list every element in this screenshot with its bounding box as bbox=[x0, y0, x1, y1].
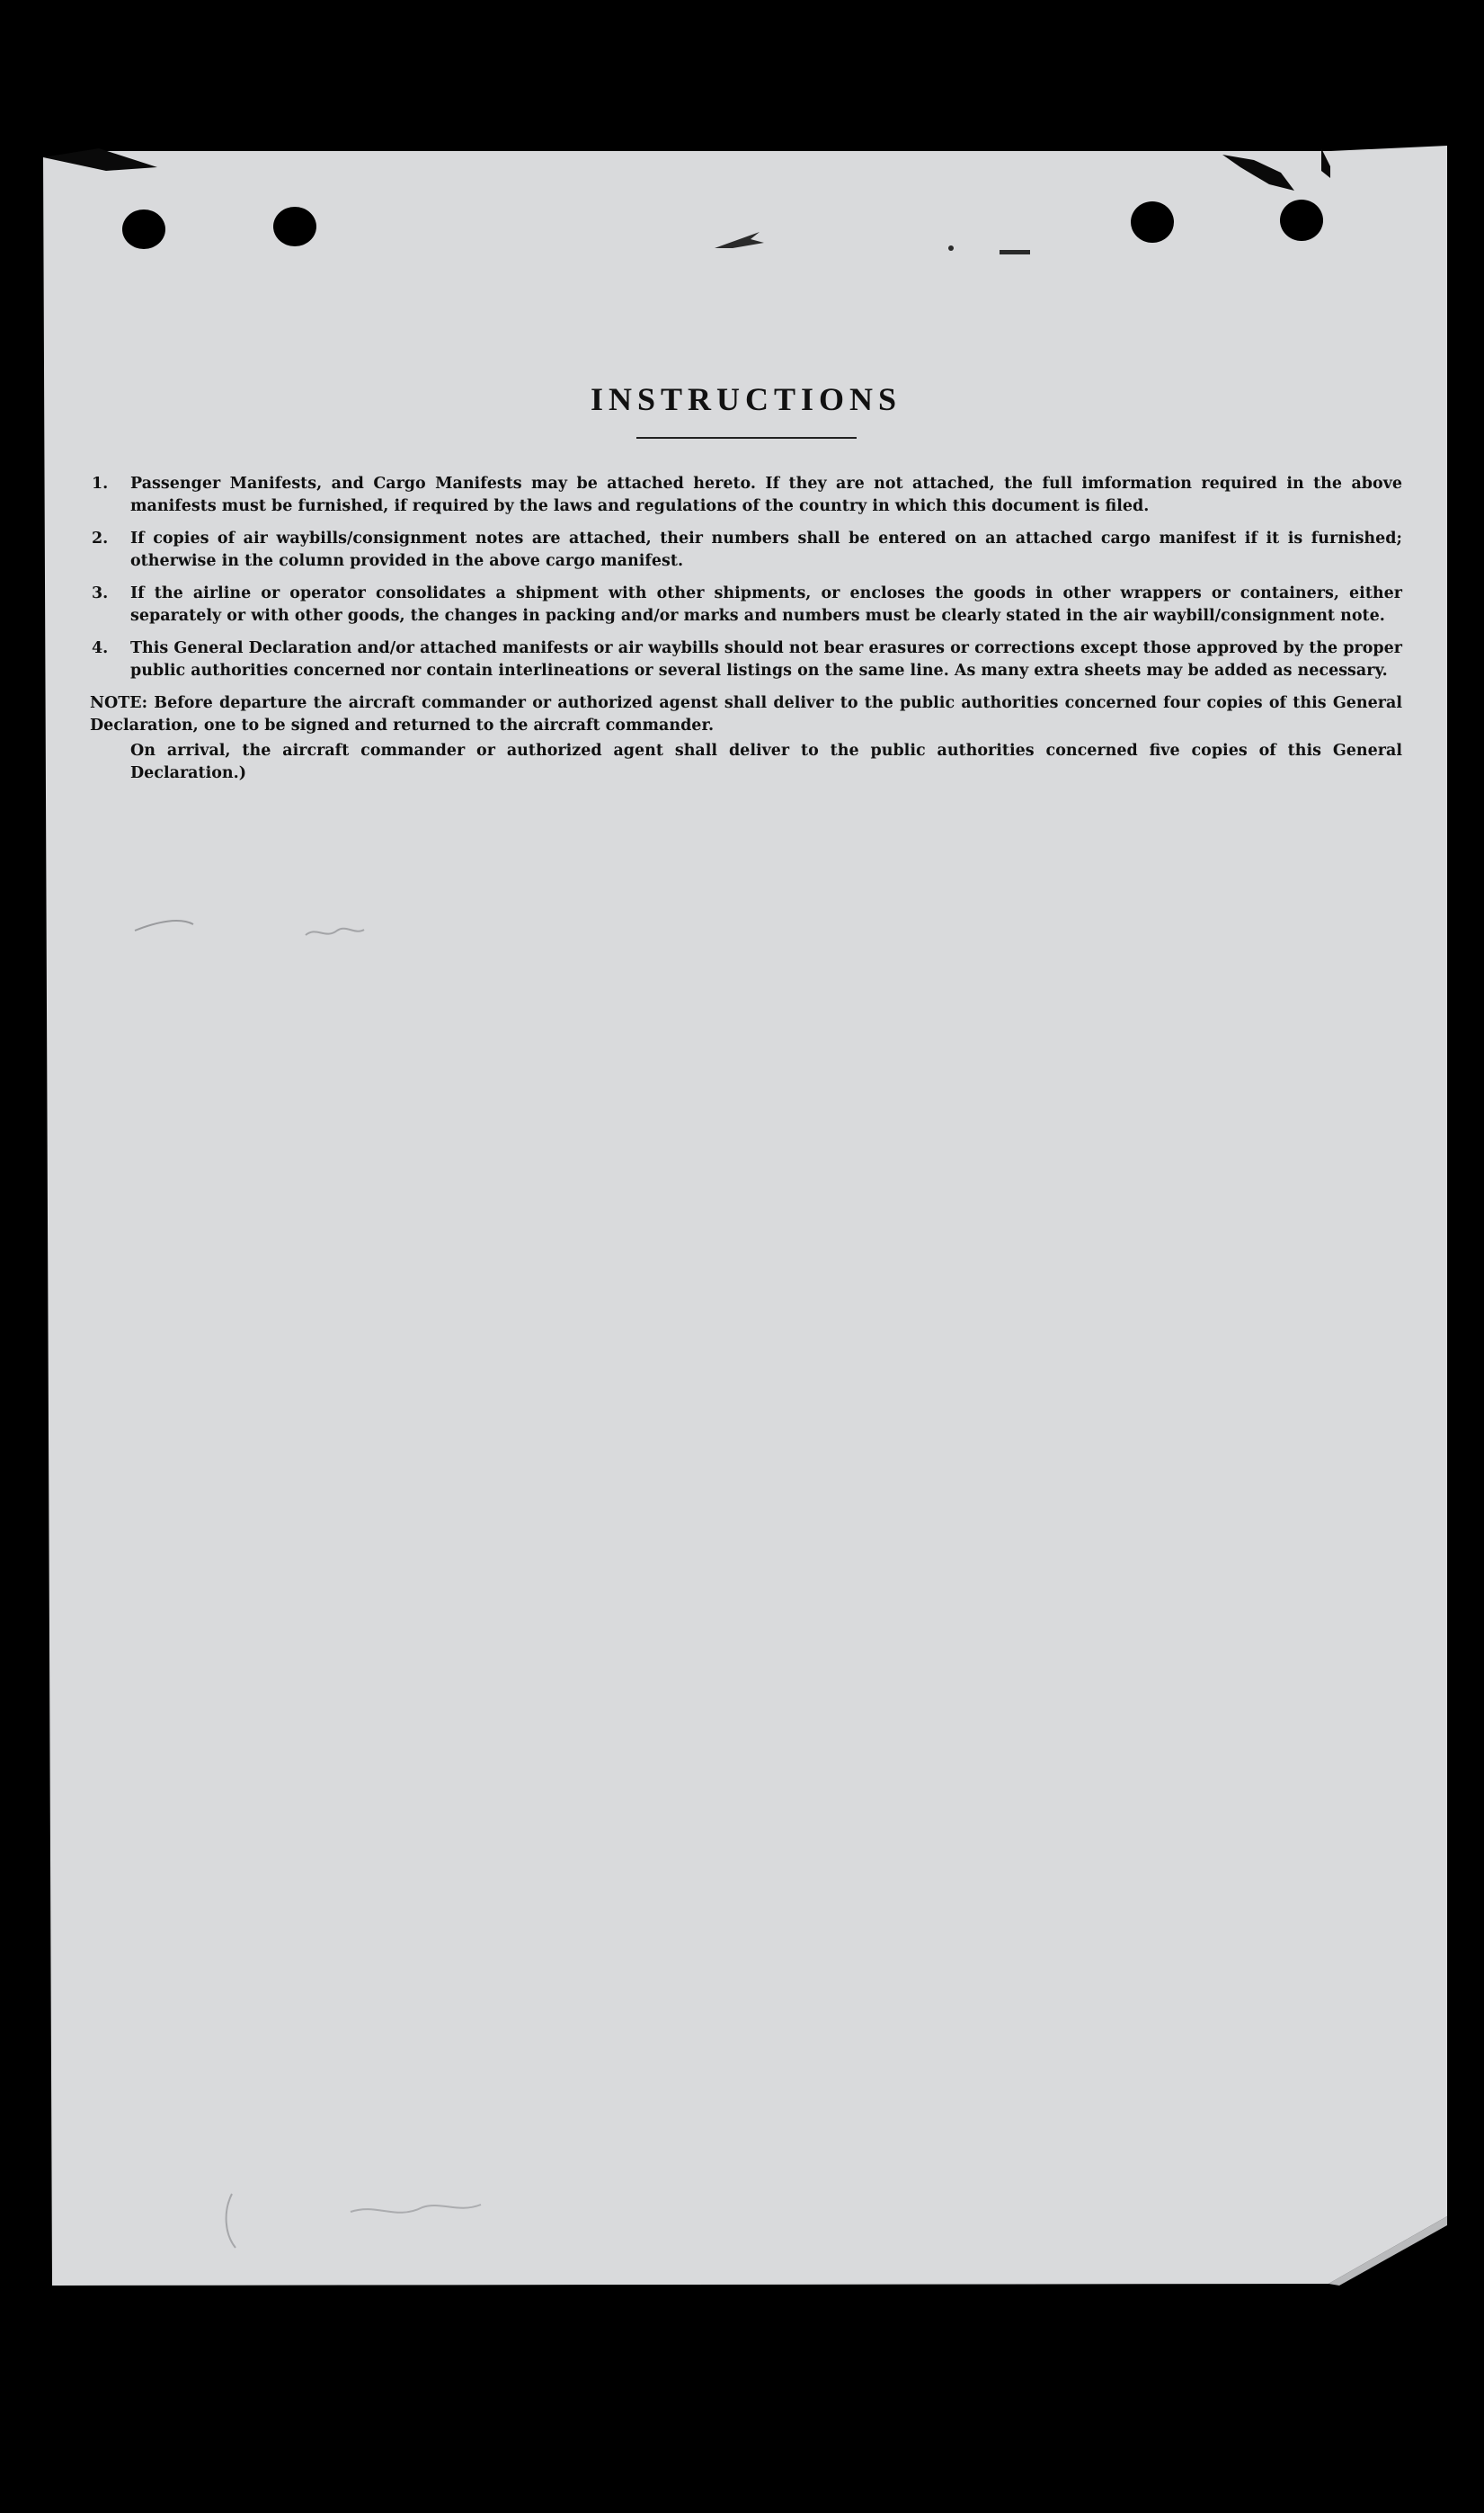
instruction-number: 2. bbox=[92, 530, 109, 548]
ink-dash-top bbox=[1000, 250, 1030, 254]
instruction-text: This General Declaration and/or attached manifests or air waybills should not bear erasures or corrections except those approved by the proper public authorities concerned nor contain interlineations or several listings on the same line. As many extra sheets may be added as necessary. bbox=[130, 639, 1402, 680]
page-title: INSTRUCTIONS bbox=[590, 381, 902, 417]
note-block bbox=[90, 692, 1402, 788]
note-paragraph-1 bbox=[90, 692, 1402, 736]
note-text-1: Before departure the aircraft commander or authorized agenst shall deliver to the public authorities concerned four copies of this General Declaration, one to be signed and returned to the aircraft commander. bbox=[90, 694, 1402, 735]
instruction-item-1 bbox=[90, 473, 1402, 517]
note-text-2: On arrival, the aircraft commander or authorized agent shall deliver to the public authorities concerned five copies of this General Declaration.) bbox=[130, 742, 1402, 782]
instructions-document bbox=[90, 378, 1402, 788]
instruction-item-4 bbox=[90, 637, 1402, 682]
instruction-item-3 bbox=[90, 583, 1402, 627]
note-label: NOTE: bbox=[90, 694, 148, 712]
punch-hole-1 bbox=[122, 209, 165, 249]
instruction-number: 1. bbox=[92, 475, 109, 493]
instruction-text: If the airline or operator consolidates a shipment with other shipments, or encloses the goods in other wrappers or containers, either separately or with other goods, the changes in packing and/or marks and numbers must be clearly stated in the air waybill/consignment note. bbox=[130, 584, 1402, 625]
instruction-number: 3. bbox=[92, 584, 109, 602]
ink-dot-top bbox=[948, 245, 954, 251]
punch-hole-2 bbox=[273, 207, 316, 246]
instruction-item-2 bbox=[90, 528, 1402, 572]
note-paragraph-2 bbox=[90, 740, 1402, 784]
punch-hole-4 bbox=[1280, 200, 1323, 241]
instruction-text: If copies of air waybills/consignment notes are attached, their numbers shall be entered on an attached cargo manifest if it is furnished; otherwise in the column provided in the above cargo manifest. bbox=[130, 530, 1402, 570]
title-underline bbox=[636, 437, 857, 439]
note-body bbox=[90, 692, 1402, 788]
instruction-number: 4. bbox=[92, 639, 109, 657]
punch-hole-3 bbox=[1131, 201, 1174, 243]
instruction-text: Passenger Manifests, and Cargo Manifests may be attached hereto. If they are not attached, the full imformation required in the above manifests must be furnished, if required by the laws and regulations of the country in which this document is filed. bbox=[130, 475, 1402, 515]
